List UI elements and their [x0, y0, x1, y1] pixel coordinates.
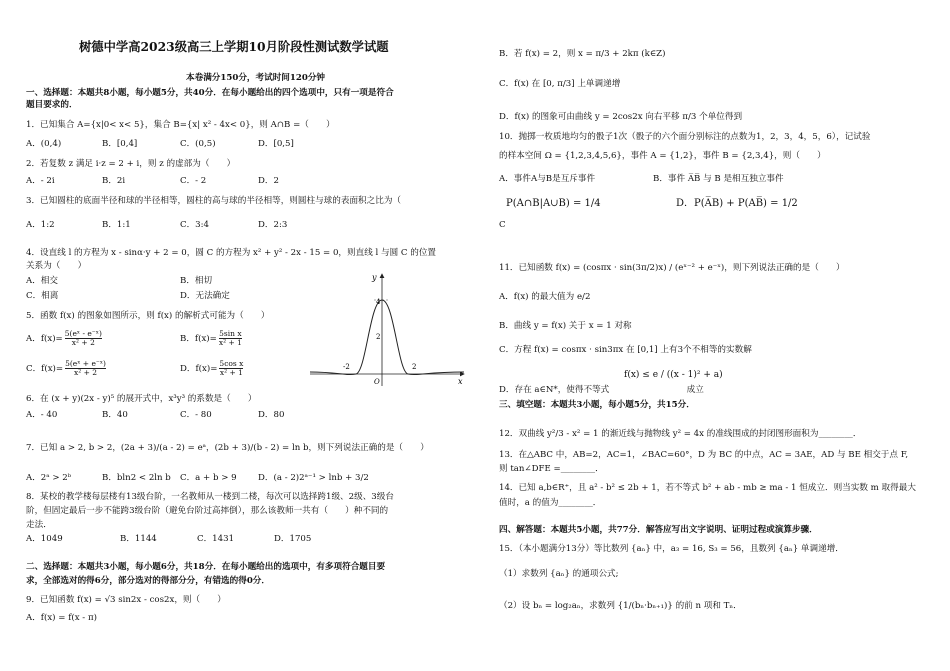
section3-heading: 三、填空题：本题共3小题，每小题5分，共15分．	[499, 400, 695, 410]
q6-stem: 6．在 (x + y)(2x - y)⁵ 的展开式中，x³y³ 的系数是（ ）	[26, 394, 257, 404]
q9-stem: 9．已知函数 f(x) = √3 sin2x - cos2x，则（ ）	[26, 595, 226, 605]
q3-option-d: D．2:3	[258, 220, 288, 230]
q4-option-a: A．相交	[26, 276, 58, 286]
q8-stem-cont: 阶，但固定最后一步不能跨3级台阶（避免台阶过高摔倒），那么该教师一共有（ ）种不同的	[26, 506, 389, 516]
q3-option-b: B．1:1	[102, 220, 131, 230]
q11-stem: 11．已知函数 f(x) = (cosπx · sin(3π/2)x) / (eˣ⁻² + e⁻ˣ)，则下列说法正确的是（ ）	[499, 263, 845, 273]
q10-option-d: D．P(A̅B) + P(AB̅) = 1/2	[676, 198, 798, 209]
q5-function-graph	[308, 268, 470, 388]
q7-stem: 7．已知 a > 2, b > 2，(2a + 3)/(a - 2) = eᵃ，(2b + 3)/(b - 2) = ln b，则下列说法正确的是（ ）	[26, 443, 429, 453]
q1-option-d: D．[0,5]	[258, 139, 294, 149]
q6-option-b: B．40	[102, 410, 128, 420]
q9-option-d: D．f(x) 的图象可由曲线 y = 2cos2x 向右平移 π/3 个单位得到	[499, 112, 743, 122]
q6-option-c: C．- 80	[180, 410, 212, 420]
q8-stem-end: 走法．	[26, 520, 52, 530]
q3-stem: 3．已知圆柱的底面半径和球的半径相等，圆柱的高与球的半径相等，则圆柱与球的表面积之比为（	[26, 196, 402, 206]
section2-heading-cont: 求，全部选对的得6分，部分选对的得部分分，有错选的得0分．	[26, 576, 270, 586]
q4-stem-cont: 关系为（ ）	[26, 261, 87, 271]
q8-option-a: A．1049	[26, 534, 63, 544]
q2-stem: 2．若复数 z 满足 i·z = 2 + i，则 z 的虚部为（ ）	[26, 159, 236, 169]
q13: 13．在△ABC 中，AB=2，AC=1，∠BAC=60°，D 为 BC 的中点，AC = 3AE，AD 与 BE 相交于点 F,	[499, 450, 909, 460]
q5-option-b: B．f(x)= $\frac{\text{5sin x}}{\text{x² + 1}}$	[180, 329, 242, 347]
q1-option-a: A．(0,4)	[26, 139, 62, 149]
q9-option-c: C．f(x) 在 [0, π/3] 上单调递增	[499, 79, 621, 89]
q10-option-c-label: C	[499, 220, 506, 230]
q13-cont: 则 tan∠DFE =________．	[499, 464, 604, 474]
q10-option-c-formula: P(A∩B|A∪B) = 1/4	[506, 198, 601, 209]
q6-option-a: A．- 40	[26, 410, 58, 420]
q14: 14．已知 a,b∈R⁺，且 a² - b² ≤ 2b + 1，若不等式 b² + ab - mb ≥ ma - 1 恒成立．则当实数 m 取得最大	[499, 483, 916, 493]
q15-part1: （1）求数列 {aₙ} 的通项公式;	[499, 569, 619, 579]
q12: 12．双曲线 y²/3 - x² = 1 的渐近线与抛物线 y² = 4x 的准线围成的封闭图形面积为________．	[499, 429, 862, 439]
section2-heading: 二、选择题：本题共3小题，每小题6分，共18分．在每小题给出的选项中，有多项符合题目要	[26, 562, 386, 572]
q10-stem: 10．抛掷一枚质地均匀的骰子1次（骰子的六个面分别标注的点数为1，2，3，4，5，6），记试验	[499, 132, 871, 142]
q4-stem: 4．设直线 l 的方程为 x - sinα·y + 2 = 0，圆 C 的方程为 x² + y² - 2x - 15 = 0，则直线 l 与圆 C 的位置	[26, 248, 437, 258]
q11-option-d-formula: f(x) ≤ e / ((x - 1)² + a)	[624, 370, 723, 380]
q11-option-c: C．方程 f(x) = cosπx · sin3πx 在 [0,1] 上有3个不相等的实数解	[499, 345, 752, 355]
x-tick-2: 2	[412, 363, 417, 371]
q8-option-d: D．1705	[274, 534, 312, 544]
q2-option-a: A．- 2i	[26, 176, 55, 186]
q8-stem: 8．某校的教学楼每层楼有13级台阶，一名教师从一楼到二楼，每次可以选择跨1级、2级、3级台	[26, 492, 394, 502]
q2-option-d: D．2	[258, 176, 279, 186]
x-axis-label: x	[458, 377, 463, 386]
q8-option-b: B．1144	[120, 534, 157, 544]
q1-option-c: C．(0,5)	[180, 139, 216, 149]
q3-option-c: C．3:4	[180, 220, 209, 230]
section1-heading-cont: 题目要求的．	[26, 100, 78, 110]
q9-option-b: B．若 f(x) = 2，则 x = π/3 + 2kπ (k∈Z)	[499, 49, 666, 59]
q9-option-a: A．f(x) = f(x - π)	[26, 613, 97, 623]
origin-label: O	[374, 378, 380, 386]
y-axis-label: y	[372, 273, 377, 282]
function-curve	[310, 300, 464, 375]
x-tick-neg2: -2	[343, 363, 350, 371]
q5-option-c: C．f(x)= $\frac{\text{5(eˣ + e⁻ˣ)}}{\text{x² + 2}}$	[26, 359, 106, 377]
q7-option-d: D．(a - 2)2ᵃ⁻¹ > lnb + 3/2	[258, 473, 369, 483]
y-tick-2: 2	[376, 333, 381, 341]
q11-option-a: A．f(x) 的最大值为 e/2	[499, 292, 591, 302]
section4-heading: 四、解答题：本题共5小题，共77分．解答应写出文字说明、证明过程或演算步骤．	[499, 525, 818, 535]
q4-option-c: C．相离	[26, 291, 59, 301]
q5-option-d: D．f(x)= $\frac{\text{5cos x}}{\text{x² + 1}}$	[180, 359, 244, 377]
q4-option-b: B．相切	[180, 276, 213, 286]
q5-option-a: A．f(x)= $\frac{\text{5(eˣ - e⁻ˣ)}}{\text{x² + 2}}$	[26, 329, 102, 347]
q7-option-c: C．a + b > 9	[180, 473, 237, 483]
q15-stem: 15．（本小题满分13分）等比数列 {aₙ} 中，a₃ = 16, S₃ = 56，且数列 {aₙ} 单调递增．	[499, 544, 844, 554]
q10-stem-cont: 的样本空间 Ω = {1,2,3,4,5,6}，事件 A = {1,2}，事件 B = {2,3,4}，则（ ）	[499, 151, 826, 161]
q5-stem: 5．函数 f(x) 的图象如图所示，则 f(x) 的解析式可能为（ ）	[26, 311, 270, 321]
q2-option-c: C．- 2	[180, 176, 207, 186]
q11-option-d: D．存在 a∈N*，使得不等式 成立	[499, 385, 704, 395]
exam-title: 树德中学高2023级高三上学期10月阶段性测试数学试题	[79, 39, 389, 54]
q3-option-a: A．1:2	[26, 220, 55, 230]
q2-option-b: B．2i	[102, 176, 126, 186]
q14-cont: 值时，a 的值为________．	[499, 498, 602, 508]
q10-option-b: B．事件 A̅B̅ 与 B 是相互独立事件	[653, 174, 784, 184]
q11-option-b: B．曲线 y = f(x) 关于 x = 1 对称	[499, 321, 632, 331]
q7-option-a: A．2ᵃ > 2ᵇ	[26, 473, 72, 483]
exam-note: 本卷满分150分，考试时间120分钟	[186, 73, 326, 83]
y-tick-4: 4	[376, 298, 381, 306]
q7-option-b: B．bln2 < 2ln b	[102, 473, 171, 483]
q4-option-d: D．无法确定	[180, 291, 230, 301]
q15-part2: （2）设 bₙ = log₂aₙ，求数列 {1/(bₙ·bₙ₊₁)} 的前 n 项和 Tₙ．	[499, 601, 742, 611]
q10-option-a: A．事件A与B是互斥事件	[499, 174, 596, 184]
section1-heading: 一、选择题：本题共8小题，每小题5分，共40分．在每小题给出的四个选项中，只有一项是符合	[26, 88, 394, 98]
q8-option-c: C．1431	[197, 534, 235, 544]
q1-stem: 1．已知集合 A={x|0< x< 5}，集合 B={x| x² - 4x< 0}，则 A∩B =（ ）	[26, 120, 335, 130]
q6-option-d: D．80	[258, 410, 285, 420]
q1-option-b: B．[0,4]	[102, 139, 138, 149]
